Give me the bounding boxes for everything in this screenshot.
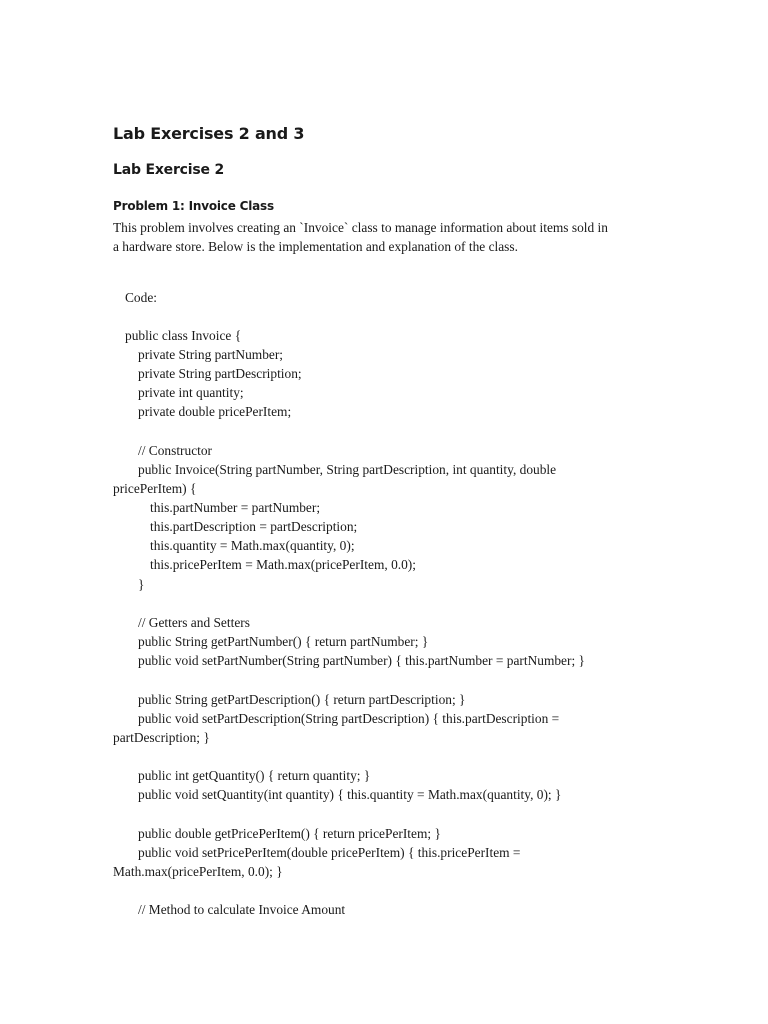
code-line: public Invoice(String partNumber, String partDescription, int quantity, double bbox=[138, 462, 557, 477]
code-line: } bbox=[138, 577, 145, 592]
intro-line: a hardware store. Below is the implementation and explanation of the class. bbox=[113, 239, 518, 255]
code-line: public double getPricePerItem() { return pricePerItem; } bbox=[138, 826, 441, 841]
code-line: public void setPartNumber(String partNumber) { this.partNumber = partNumber; } bbox=[138, 653, 585, 668]
intro-paragraph bbox=[113, 218, 673, 256]
code-line: public String getPartDescription() { return partDescription; } bbox=[138, 692, 466, 707]
problem-heading: Problem 1: Invoice Class bbox=[113, 199, 274, 213]
code-line: private String partDescription; bbox=[138, 366, 302, 381]
intro-line: This problem involves creating an `Invoice` class to manage information about items sold in bbox=[113, 220, 608, 235]
code-line: public void setPartDescription(String partDescription) { this.partDescription = bbox=[138, 711, 560, 726]
code-line: private int quantity; bbox=[138, 385, 244, 400]
code-line: partDescription; } bbox=[113, 730, 210, 745]
code-line: this.partNumber = partNumber; bbox=[150, 500, 321, 515]
code-line: pricePerItem) { bbox=[113, 481, 197, 496]
code-line: Math.max(pricePerItem, 0.0); } bbox=[113, 864, 283, 879]
document-title: Lab Exercises 2 and 3 bbox=[113, 124, 305, 143]
code-line: public void setPricePerItem(double pricePerItem) { this.pricePerItem = bbox=[138, 845, 521, 860]
code-line: private double pricePerItem; bbox=[138, 404, 292, 419]
code-comment: // Getters and Setters bbox=[138, 615, 250, 630]
code-line: public String getPartNumber() { return partNumber; } bbox=[138, 634, 429, 649]
code-line: this.quantity = Math.max(quantity, 0); bbox=[150, 538, 355, 553]
code-line: public class Invoice { bbox=[125, 328, 242, 343]
code-comment: // Method to calculate Invoice Amount bbox=[138, 902, 346, 917]
code-line: private String partNumber; bbox=[138, 347, 284, 362]
code-label: Code: bbox=[125, 290, 157, 305]
section-heading: Lab Exercise 2 bbox=[113, 162, 224, 178]
code-line: this.partDescription = partDescription; bbox=[150, 519, 358, 534]
code-line: public int getQuantity() { return quantity; } bbox=[138, 768, 371, 783]
code-comment: // Constructor bbox=[138, 443, 213, 458]
code-line: public void setQuantity(int quantity) { this.quantity = Math.max(quantity, 0); } bbox=[138, 787, 562, 802]
code-line: this.pricePerItem = Math.max(pricePerItem, 0.0); bbox=[150, 557, 416, 572]
